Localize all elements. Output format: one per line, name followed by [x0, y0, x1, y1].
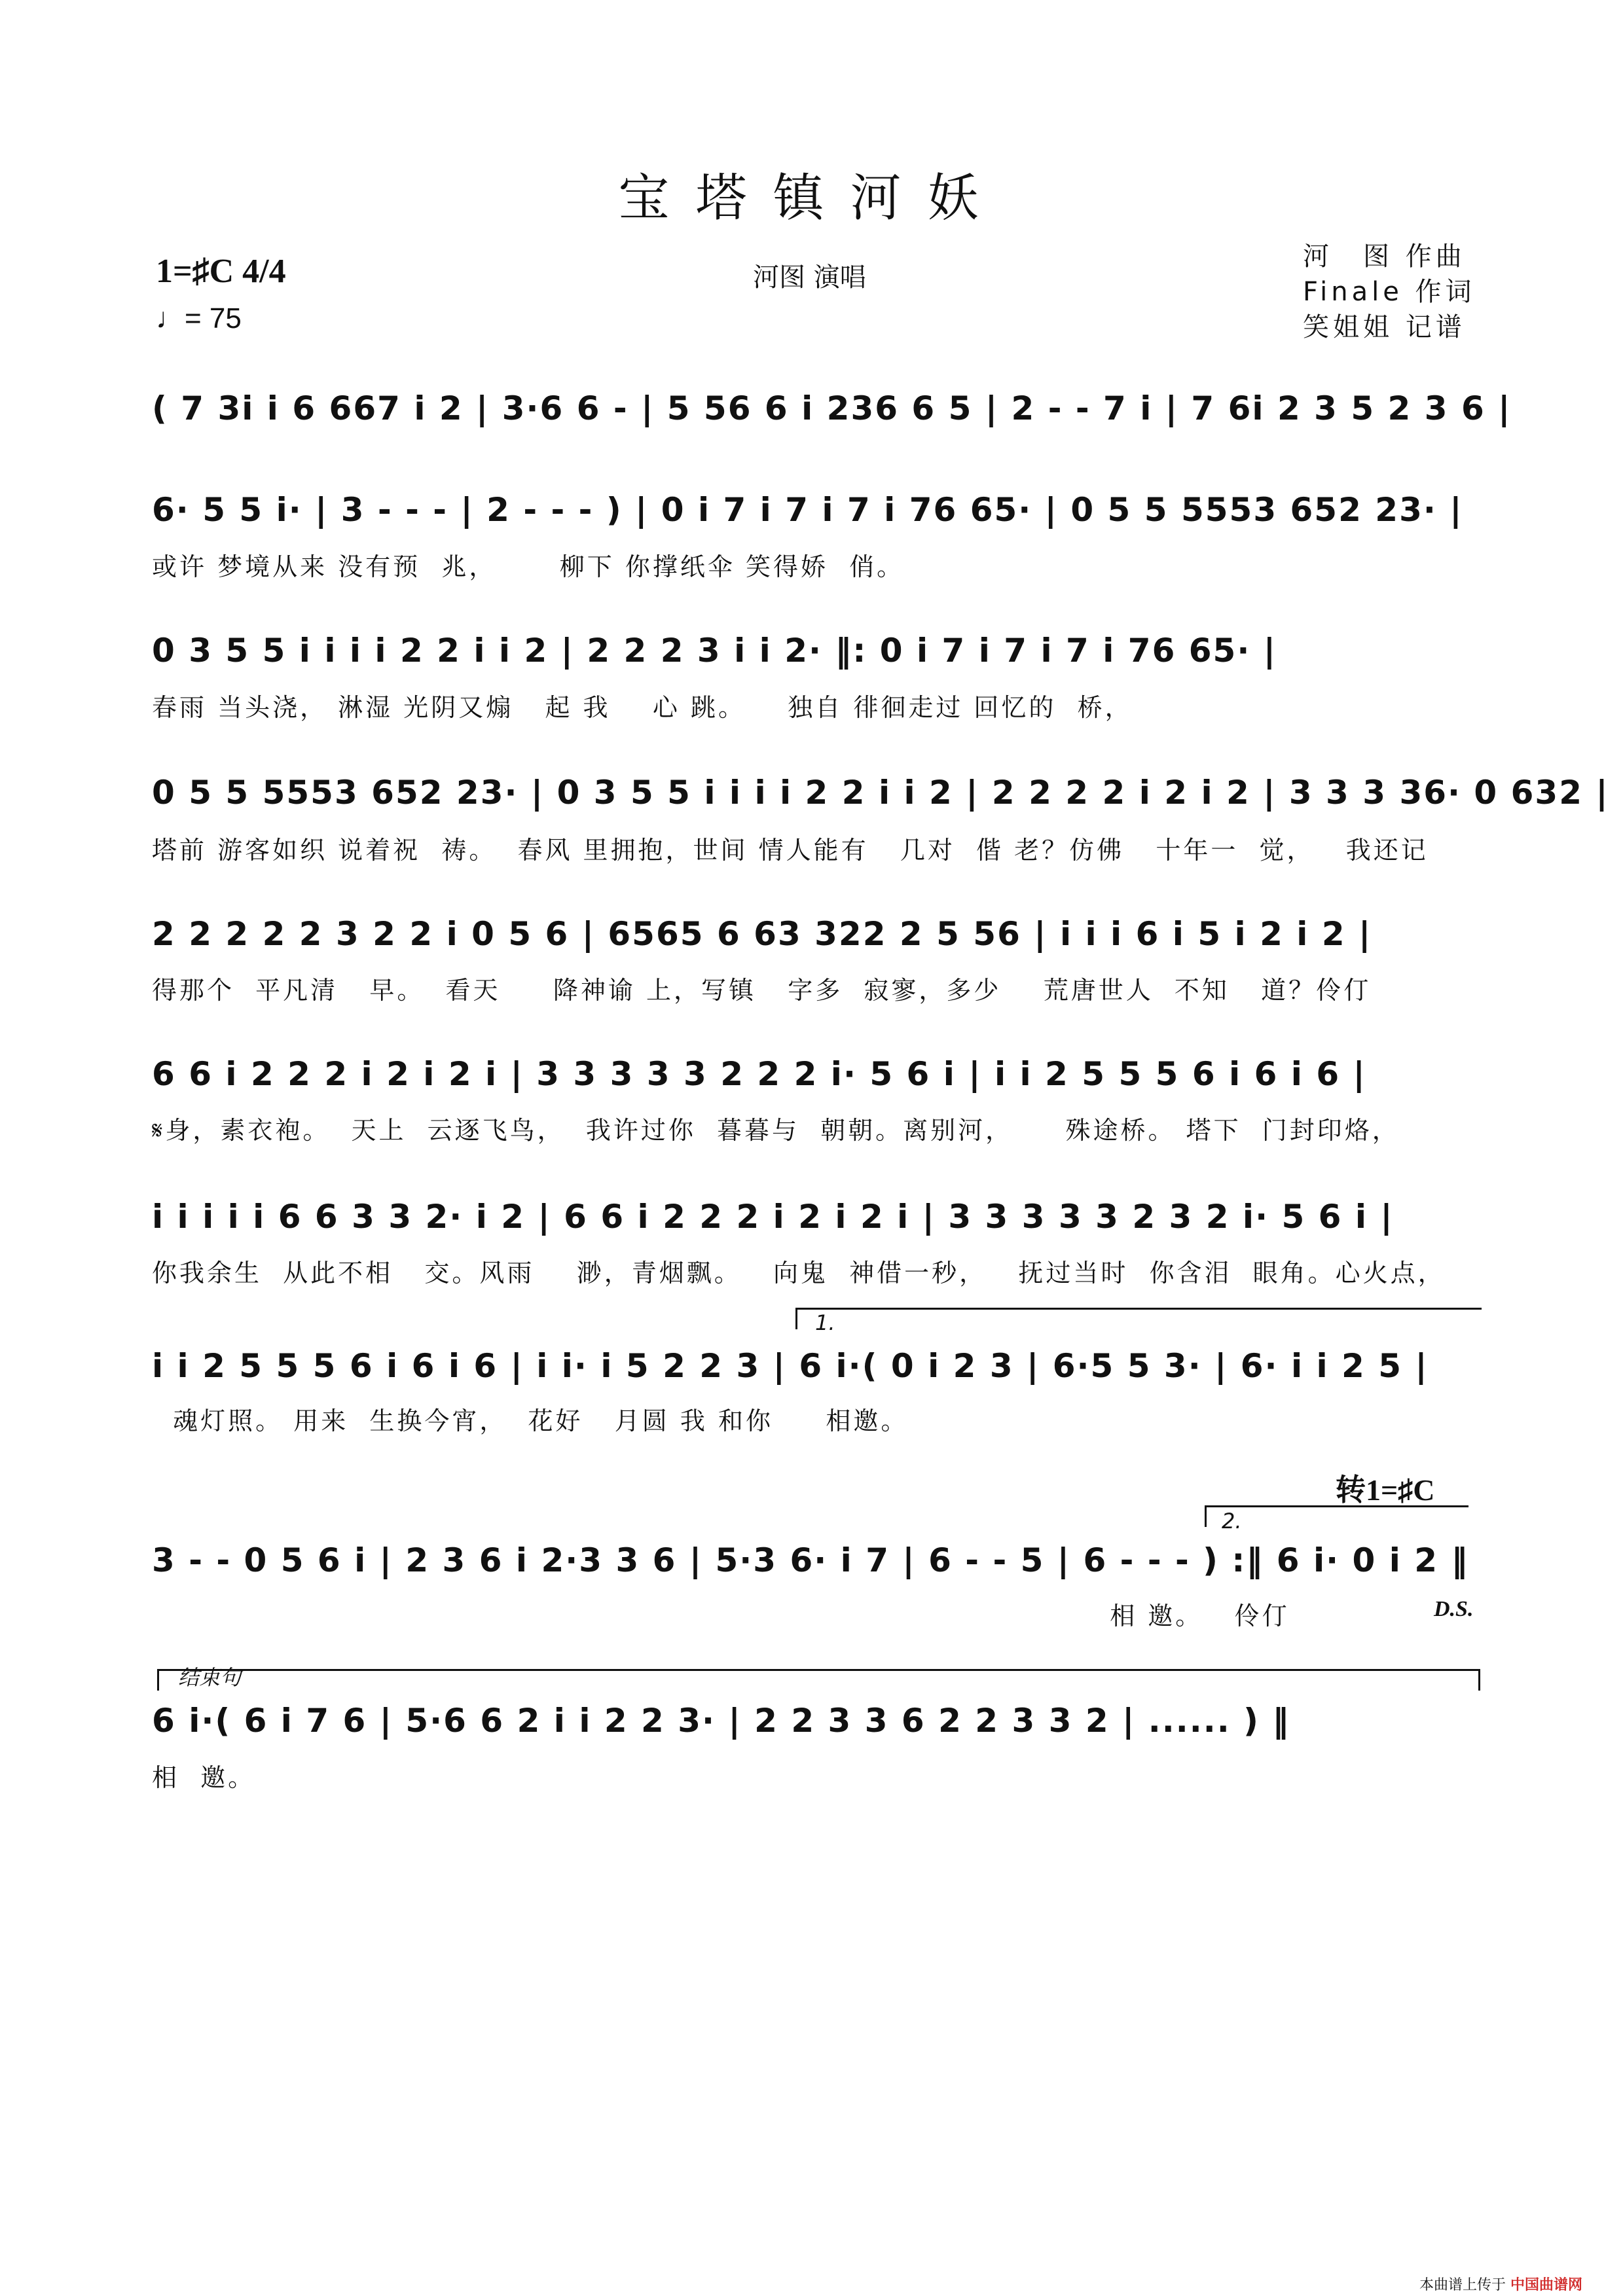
- transcriber-credit: 笑姐姐 记谱: [1303, 312, 1466, 342]
- composer-credit: 河 图 作曲: [1303, 242, 1466, 272]
- lyrics-row-5: 得那个 平凡清 早。 看天 降神谕 上，写镇 字多 寂寥，多少 荒唐世人 不知 道？伶仃: [152, 976, 1372, 1005]
- notation-row-8: i i 2 5 5 5 6 i 6 i 6 | i i· i 5 2 2 3 | 6 i·( 0 i 2 3 | 6·5 5 3· | 6· i i 2 5 |: [152, 1347, 1429, 1385]
- page-title: 宝塔镇河妖: [618, 169, 1005, 228]
- volta-2-label: 2.: [1222, 1509, 1242, 1534]
- credits-block: [1303, 239, 1476, 345]
- lyrics-row-6: 𝄋身，素衣袍。 天上 云逐飞鸟， 我许过你 暮暮与 朝朝。离别河， 殊途桥。 塔下 门封印烙，: [152, 1116, 1400, 1145]
- footer-brand: 中国曲谱网: [1510, 2277, 1583, 2293]
- lyrics-row-7: 你我余生 从此不相 交。风雨 渺，青烟飘。 向鬼 神借一秒， 抚过当时 你含泪 眼角。心火点，: [152, 1259, 1446, 1287]
- notation-row-6: 6 6 i 2 2 2 i 2 i 2 i | 3 3 3 3 3 2 2 2 i· 5 6 i | i i 2 5 5 5 6 i 6 i 6 |: [152, 1055, 1366, 1093]
- notation-row-7: i i i i i 6 6 3 3 2· i 2 | 6 6 i 2 2 2 i 2 i 2 i | 3 3 3 3 3 2 3 2 i· 5 6 i |: [152, 1198, 1394, 1236]
- notation-row-3: 0 3 5 5 i i i i 2 2 i i 2 | 2 2 2 3 i i 2· ‖: 0 i 7 i 7 i 7 i 76 65· |: [152, 632, 1277, 670]
- volta-2-bracket: [1205, 1505, 1468, 1527]
- volta-1-bracket: [795, 1308, 1482, 1329]
- lyrics-row-10: 相 邀。: [152, 1763, 256, 1792]
- notation-row-1: ( 7 3i i 6 667 i 2 | 3·6 6 - | 5 56 6 i 236 6 5 | 2 - - 7 i | 7 6i 2 3 5 2 3 6 |: [152, 389, 1512, 427]
- singer-credit: 河图 演唱: [753, 262, 866, 293]
- volta-1-label: 1.: [815, 1310, 835, 1335]
- lyrics-row-2: 或许 梦境从来 没有预 兆， 柳下 你撑纸伞 笑得娇 俏。: [152, 552, 905, 581]
- lyricist-credit: Finale 作词: [1303, 277, 1476, 307]
- tempo-marking: ♩= 75: [156, 302, 242, 334]
- lyrics-row-4: 塔前 游客如织 说着祝 祷。 春风 里拥抱，世间 情人能有 几对 偕 老？仿佛 十年一 觉， 我还记: [152, 836, 1429, 865]
- ending-bracket: [157, 1669, 1480, 1691]
- lyrics-row-8: 魂灯照。 用来 生换今宵， 花好 月圆 我 和你 相邀。: [152, 1407, 909, 1435]
- footer-watermark: [1419, 2274, 1582, 2294]
- modulation-marking: 转1=♯C: [1336, 1473, 1435, 1507]
- dal-segno-marking: D.S.: [1434, 1597, 1474, 1621]
- key-signature: 1=♯C 4/4: [156, 253, 286, 290]
- lyrics-row-9: 相 邀。 伶仃: [152, 1602, 1290, 1630]
- lyrics-row-3: 春雨 当头浇， 淋湿 光阴又煽 起 我 心 跳。 独自 徘徊走过 回忆的 桥，: [152, 693, 1133, 722]
- notation-row-5: 2 2 2 2 2 3 2 2 i 0 5 6 | 6565 6 63 322 2 5 56 | i i i 6 i 5 i 2 i 2 |: [152, 915, 1372, 953]
- notation-row-10: 6 i·( 6 i 7 6 | 5·6 6 2 i i 2 2 3· | 2 2 3 3 6 2 2 3 3 2 | ...... ) ‖: [152, 1702, 1290, 1740]
- notation-row-2: 6· 5 5 i· | 3 - - - | 2 - - - ) | 0 i 7 i 7 i 7 i 76 65· | 0 5 5 5553 652 23· |: [152, 491, 1463, 529]
- notation-row-4: 0 5 5 5553 652 23· | 0 3 5 5 i i i i 2 2 i i 2 | 2 2 2 2 i 2 i 2 | 3 3 3 36· 0 632 |: [152, 774, 1609, 812]
- footer-prefix: 本曲谱上传于: [1419, 2277, 1506, 2293]
- notation-row-9: 3 - - 0 5 6 i | 2 3 6 i 2·3 3 6 | 5·3 6· i 7 | 6 - - 5 | 6 - - - ) :‖ 6 i· 0 i 2 ‖: [152, 1541, 1469, 1579]
- ending-label: 结束句: [178, 1665, 242, 1690]
